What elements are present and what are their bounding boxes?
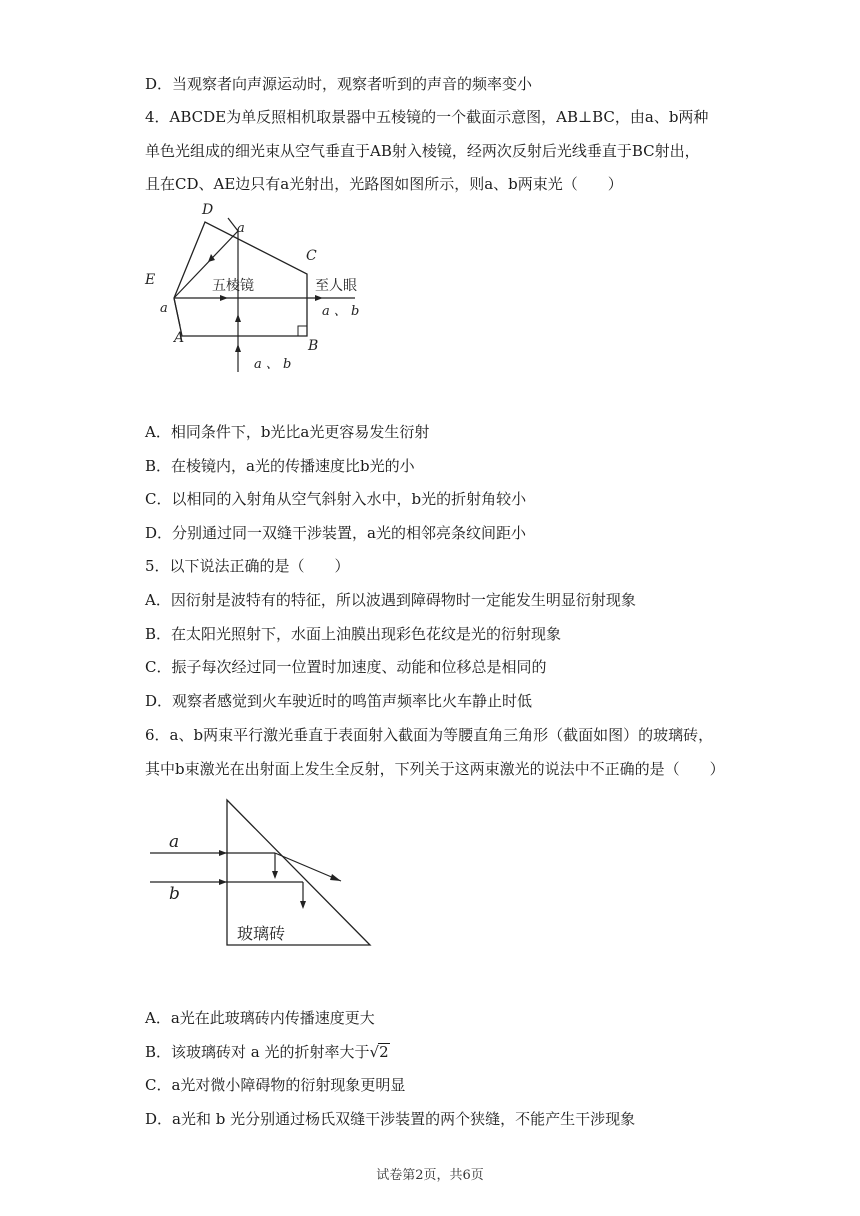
label-c: C (306, 248, 317, 264)
q6-option-d: D．a光和 b 光分别通过杨氏双缝干涉装置的两个狭缝，不能产生干涉现象 (145, 1110, 636, 1128)
q6-stem-line-1: 6．a、b两束平行激光垂直于表面射入截面为等腰直角三角形（截面如图）的玻璃砖， (145, 726, 714, 744)
arrow-right-icon (219, 879, 227, 885)
q5-option-c: C．振子每次经过同一位置时加速度、动能和位移总是相同的 (145, 658, 547, 676)
q6-stem-line-2: 其中b束激光在出射面上发生全反射，下列关于这两束激光的说法中不正确的是（ ） (145, 760, 725, 778)
q4-option-c: C．以相同的入射角从空气斜射入水中，b光的折射角较小 (145, 490, 527, 508)
q3-option-d: D．当观察者向声源运动时，观察者听到的声音的频率变小 (145, 75, 533, 93)
label-d: D (202, 202, 214, 218)
page-footer: 试卷第2页，共6页 (376, 1168, 484, 1183)
label-prism: 五棱镜 (212, 278, 254, 294)
label-e: E (145, 272, 156, 288)
q4-option-a: A．相同条件下，b光比a光更容易发生衍射 (145, 423, 430, 441)
label-a: a (169, 832, 180, 852)
label-b: b (169, 884, 180, 904)
label-a-top: a (237, 221, 245, 236)
arrow-right-icon (219, 850, 227, 856)
arrow-down-icon (272, 871, 278, 879)
label-a-left: a (160, 301, 168, 316)
arrow-up-icon (235, 344, 241, 352)
glass-prism-figure (145, 795, 385, 955)
q5-option-a: A．因衍射是波特有的特征，所以波遇到障碍物时一定能发生明显衍射现象 (145, 591, 636, 609)
q6-option-a: A．a光在此玻璃砖内传播速度更大 (145, 1009, 375, 1027)
arrow-right-icon (315, 295, 323, 301)
arrow-down-icon (300, 901, 306, 909)
q5-stem: 5．以下说法正确的是（ ） (145, 557, 350, 575)
label-ab-out: a 、 b (322, 304, 360, 319)
q4-option-b: B．在棱镜内，a光的传播速度比b光的小 (145, 457, 415, 475)
arrow-diagonal-icon (208, 254, 215, 262)
sqrt-radicand: 2 (379, 1043, 389, 1061)
a-exit-ray-left (174, 298, 180, 326)
q6-option-c: C．a光对微小障碍物的衍射现象更明显 (145, 1076, 406, 1094)
sqrt-icon: √ (369, 1043, 380, 1061)
q4-stem-line-3: 且在CD、AE边只有a光射出，光路图如图所示，则a、b两束光（ ） (145, 175, 623, 193)
pentaprism-figure (140, 198, 370, 378)
q4-option-d: D．分别通过同一双缝干涉装置，a光的相邻亮条纹间距小 (145, 524, 526, 542)
q5-option-d: D．观察者感觉到火车驶近时的鸣笛声频率比火车静止时低 (145, 692, 533, 710)
right-angle-mark (298, 326, 307, 336)
label-glass: 玻璃砖 (237, 924, 286, 943)
label-b-vertex: B (308, 338, 319, 354)
q4-stem-line-2: 单色光组成的细光束从空气垂直于AB射入棱镜，经两次反射后光线垂直于BC射出， (145, 142, 700, 160)
label-to-eye: 至人眼 (315, 278, 357, 294)
arrow-right-icon (220, 295, 228, 301)
q4-stem-line-1: 4．ABCDE为单反照相机取景器中五棱镜的一个截面示意图，AB⊥BC，由a、b两种 (145, 108, 709, 126)
arrow-diagonal-icon (330, 874, 341, 881)
label-ab-in: a 、 b (254, 357, 292, 372)
label-a-vertex: A (174, 330, 185, 346)
arrow-up-icon (235, 314, 241, 322)
q6-option-b-text: B．该玻璃砖对 a 光的折射率大于 (145, 1043, 370, 1061)
q5-option-b: B．在太阳光照射下，水面上油膜出现彩色花纹是光的衍射现象 (145, 625, 562, 643)
q6-option-b (145, 1042, 390, 1062)
